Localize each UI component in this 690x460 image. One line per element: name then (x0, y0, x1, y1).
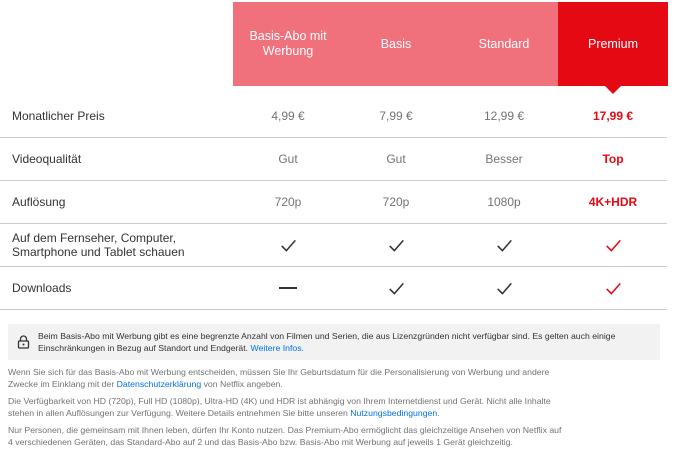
privacy-policy-link[interactable]: Datenschutzerklärung (116, 378, 202, 389)
plan-card-basis[interactable] (341, 2, 451, 86)
check-icon (341, 267, 451, 309)
check-icon (449, 224, 559, 266)
row-price (0, 95, 667, 138)
price-standard: 12,99 € (483, 109, 525, 123)
fineprint-ads: Wenn Sie sich für das Basis-Abo mit Werbung entscheiden, müssen Sie Ihr Geburtsdatum für die Personalisierung von Werbung und andere Zwecke im Einklang mit der Datenschutzerklärung von Netflix angeben. (8, 367, 550, 389)
row-resolution (0, 181, 667, 224)
plan-card-premium[interactable] (558, 2, 668, 86)
resolution-basis-ads: 720p (274, 195, 302, 209)
check-icon (341, 224, 451, 266)
plan-name: Standard (478, 36, 530, 51)
row-downloads (0, 267, 667, 310)
quality-basis-ads: Gut (278, 152, 298, 166)
ads-plan-notice (8, 324, 660, 360)
plan-name: Basis-Abo mit Werbung (249, 29, 327, 58)
feature-label: Auf dem Fernseher, Computer, Smartphone und Tablet schauen (12, 231, 185, 259)
resolution-basis: 720p (382, 195, 410, 209)
check-icon (558, 224, 668, 266)
check-icon (558, 267, 668, 309)
more-info-link[interactable]: Weitere Infos. (250, 343, 304, 353)
quality-basis: Gut (386, 152, 406, 166)
resolution-premium: 4K+HDR (588, 195, 638, 209)
plan-name: Premium (587, 36, 638, 51)
notice-text: Beim Basis-Abo mit Werbung gibt es eine begrenzte Anzahl von Filmen und Serien, die aus Lizenzgründen nicht verfügbar sind. Es gelten auch einige Einschränkungen in Bezug auf Standort und Endgerät. Weitere Infos. (38, 331, 616, 353)
feature-label: Videoqualität (12, 152, 82, 166)
feature-label: Monatlicher Preis (12, 109, 105, 123)
price-basis: 7,99 € (379, 109, 413, 123)
plan-card-standard[interactable] (449, 2, 559, 86)
row-devices (0, 224, 667, 267)
plan-card-basis-ads[interactable] (233, 2, 343, 86)
plan-name: Basis (380, 36, 412, 51)
lock-icon (8, 335, 38, 349)
fineprint-resolution: Die Verfügbarkeit von HD (720p), Full HD (1080p), Ultra-HD (4K) und HDR ist abhängig von Ihrem Internetdienst und Gerät. Nicht alle Inhalte stehen in allen Auflösungen zur Verfügung. Weitere Details entnehmen Sie bitte unseren Nutzungsbedingungen. (8, 396, 551, 418)
row-video-quality (0, 138, 667, 181)
fineprint-household: Nur Personen, die gemeinsam mit Ihnen leben, dürfen Ihr Konto nutzen. Das Premium-Abo ermöglicht das gleichzeitige Ansehen von Netflix auf 4 verschiedenen Geräten, das Standard-Abo auf 2 und das Basis-Abo bzw. Basis-Abo mit Werbung auf jeweils 1 Gerät gleichzeitig. (8, 425, 562, 447)
feature-comparison-table (0, 95, 667, 310)
quality-standard: Besser (485, 152, 523, 166)
feature-label: Downloads (12, 281, 72, 295)
dash-icon (233, 267, 343, 309)
feature-label: Auflösung (12, 195, 66, 209)
resolution-standard: 1080p (487, 195, 521, 209)
check-icon (449, 267, 559, 309)
terms-of-use-link[interactable]: Nutzungsbedingungen (350, 407, 438, 418)
check-icon (233, 224, 343, 266)
quality-premium: Top (602, 152, 624, 166)
price-premium: 17,99 € (592, 109, 634, 123)
plan-selector (0, 2, 690, 88)
price-basis-ads: 4,99 € (271, 109, 305, 123)
